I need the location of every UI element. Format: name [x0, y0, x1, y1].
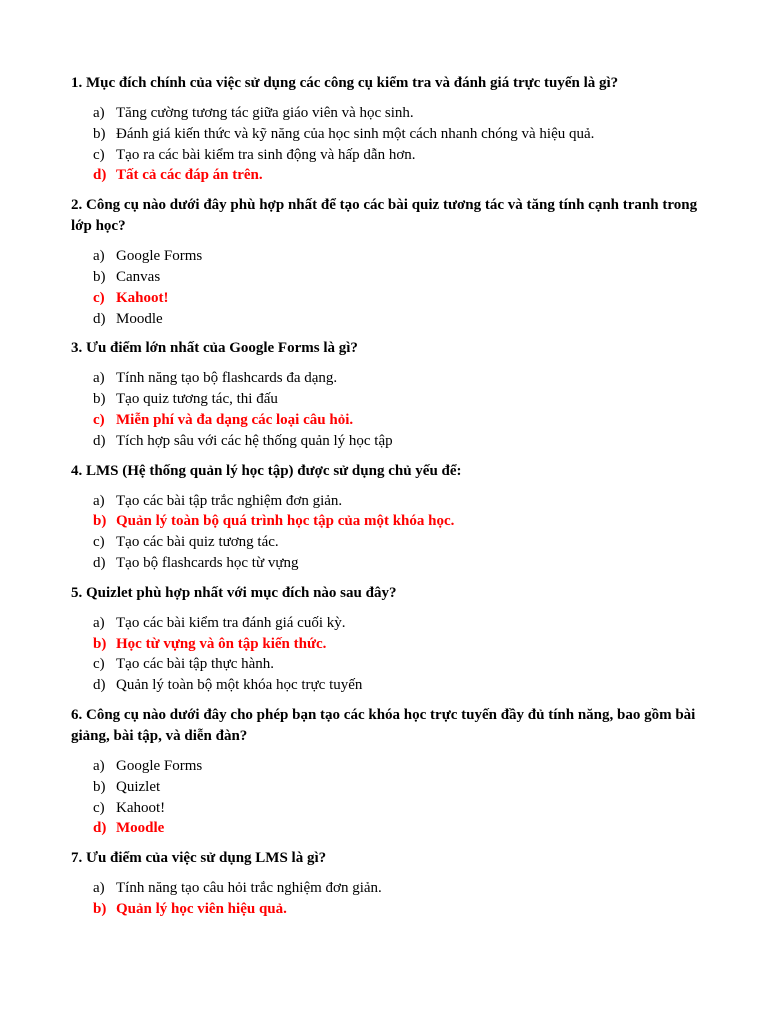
question-title: 5. Quizlet phù hợp nhất với mục đích nào sau đây?: [71, 584, 397, 601]
option-text: Quản lý toàn bộ quá trình học tập của một khóa học.: [116, 513, 455, 530]
option-text: Tích hợp sâu với các hệ thống quản lý học tập: [116, 432, 393, 449]
option-letter: d): [93, 820, 107, 837]
answer-option: [93, 756, 708, 777]
option-text: Tính năng tạo bộ flashcards đa dạng.: [116, 370, 338, 387]
option-letter: b): [93, 268, 106, 285]
answer-option: [93, 613, 708, 634]
option-letter: c): [93, 656, 105, 673]
answer-option: [93, 389, 708, 410]
answer-option-correct: [93, 511, 708, 532]
option-text: Tạo các bài tập thực hành.: [116, 656, 275, 673]
answer-option: [93, 145, 708, 166]
answer-option: [93, 368, 708, 389]
option-letter: a): [93, 370, 105, 387]
option-letter: a): [93, 492, 105, 509]
option-text: Quản lý toàn bộ một khóa học trực tuyến: [116, 677, 363, 694]
option-text: Miễn phí và đa dạng các loại câu hỏi.: [116, 411, 354, 428]
answer-options: [71, 103, 708, 186]
option-text: Tạo quiz tương tác, thi đấu: [116, 391, 278, 408]
option-text: Moodle: [116, 820, 165, 837]
answer-option-correct: [93, 410, 708, 431]
answer-option: [93, 654, 708, 675]
option-text: Tăng cường tương tác giữa giáo viên và học sinh.: [116, 105, 414, 121]
question-title: 7. Ưu điểm của việc sử dụng LMS là gì?: [71, 850, 327, 867]
question-5: [71, 583, 708, 696]
answer-option: [93, 878, 708, 899]
question-title: 4. LMS (Hệ thống quản lý học tập) được sử dụng chủ yếu để:: [71, 462, 462, 479]
answer-option: [93, 798, 708, 819]
option-text: Moodle: [116, 310, 163, 327]
answer-option: [93, 309, 708, 330]
option-letter: b): [93, 900, 107, 917]
option-letter: c): [93, 146, 105, 163]
answer-option: [93, 124, 708, 145]
answer-option: [93, 103, 708, 124]
answer-options: [71, 878, 708, 920]
option-text: Đánh giá kiến thức và kỹ năng của học sinh một cách nhanh chóng và hiệu quả.: [116, 125, 595, 142]
answer-option-correct: [93, 899, 708, 920]
answer-option-correct: [93, 818, 708, 839]
option-letter: d): [93, 554, 106, 571]
answer-option: [93, 777, 708, 798]
question-title: 6. Công cụ nào dưới đây cho phép bạn tạo các khóa học trực tuyến đầy đủ tính năng, bao gồm bài giảng, bài tập, và diễn đàn?: [71, 706, 696, 744]
option-letter: c): [93, 411, 105, 428]
answer-option-correct: [93, 288, 708, 309]
option-letter: d): [93, 310, 106, 327]
question-7: [71, 848, 708, 920]
option-text: Học từ vựng và ôn tập kiến thức.: [116, 635, 327, 652]
option-text: Quizlet: [116, 778, 161, 795]
option-text: Kahoot!: [116, 289, 169, 306]
option-letter: b): [93, 125, 106, 142]
answer-option: [93, 246, 708, 267]
option-letter: a): [93, 105, 105, 121]
question-title: 2. Công cụ nào dưới đây phù hợp nhất để tạo các bài quiz tương tác và tăng tính cạnh tranh trong lớp học?: [71, 197, 698, 235]
answer-option-correct: [93, 634, 708, 655]
question-3: [71, 338, 708, 451]
answer-options: [71, 756, 708, 839]
option-text: Tính năng tạo câu hỏi trắc nghiệm đơn giản.: [116, 880, 382, 897]
option-text: Tạo các bài tập trắc nghiệm đơn giản.: [116, 492, 343, 509]
option-text: Canvas: [116, 268, 161, 285]
option-letter: c): [93, 799, 105, 816]
answer-option: [93, 491, 708, 512]
option-letter: b): [93, 778, 106, 795]
option-letter: a): [93, 614, 105, 631]
option-text: Quản lý học viên hiệu quả.: [116, 900, 287, 917]
option-letter: d): [93, 167, 107, 184]
option-letter: a): [93, 757, 105, 774]
option-letter: b): [93, 635, 107, 652]
answer-option: [93, 267, 708, 288]
answer-option: [93, 553, 708, 574]
option-letter: a): [93, 880, 105, 897]
answer-options: [71, 246, 708, 329]
option-letter: c): [93, 289, 105, 306]
option-letter: b): [93, 513, 107, 530]
option-letter: b): [93, 391, 106, 408]
question-1: [71, 73, 708, 186]
option-text: Tạo các bài kiểm tra đánh giá cuối kỳ.: [116, 614, 346, 631]
answer-options: [71, 613, 708, 696]
option-text: Tạo bộ flashcards học từ vựng: [116, 554, 299, 571]
question-2: [71, 195, 708, 329]
option-letter: d): [93, 432, 106, 449]
answer-options: [71, 491, 708, 574]
question-4: [71, 461, 708, 574]
option-letter: a): [93, 248, 105, 265]
answer-option: [93, 431, 708, 452]
answer-option: [93, 675, 708, 696]
option-text: Google Forms: [116, 757, 203, 774]
question-6: [71, 705, 708, 839]
question-title: 1. Mục đích chính của việc sử dụng các công cụ kiểm tra và đánh giá trực tuyến là gì?: [71, 75, 619, 91]
option-letter: c): [93, 534, 105, 551]
option-text: Tạo ra các bài kiểm tra sinh động và hấp dẫn hơn.: [116, 146, 416, 163]
quiz-list: [71, 73, 708, 920]
option-text: Tất cả các đáp án trên.: [116, 167, 263, 184]
option-text: Tạo các bài quiz tương tác.: [116, 534, 279, 551]
answer-option: [93, 532, 708, 553]
option-letter: d): [93, 677, 106, 694]
question-title: 3. Ưu điểm lớn nhất của Google Forms là gì?: [71, 340, 358, 357]
answer-option-correct: [93, 165, 708, 186]
answer-options: [71, 368, 708, 451]
option-text: Google Forms: [116, 248, 203, 265]
option-text: Kahoot!: [116, 799, 166, 816]
